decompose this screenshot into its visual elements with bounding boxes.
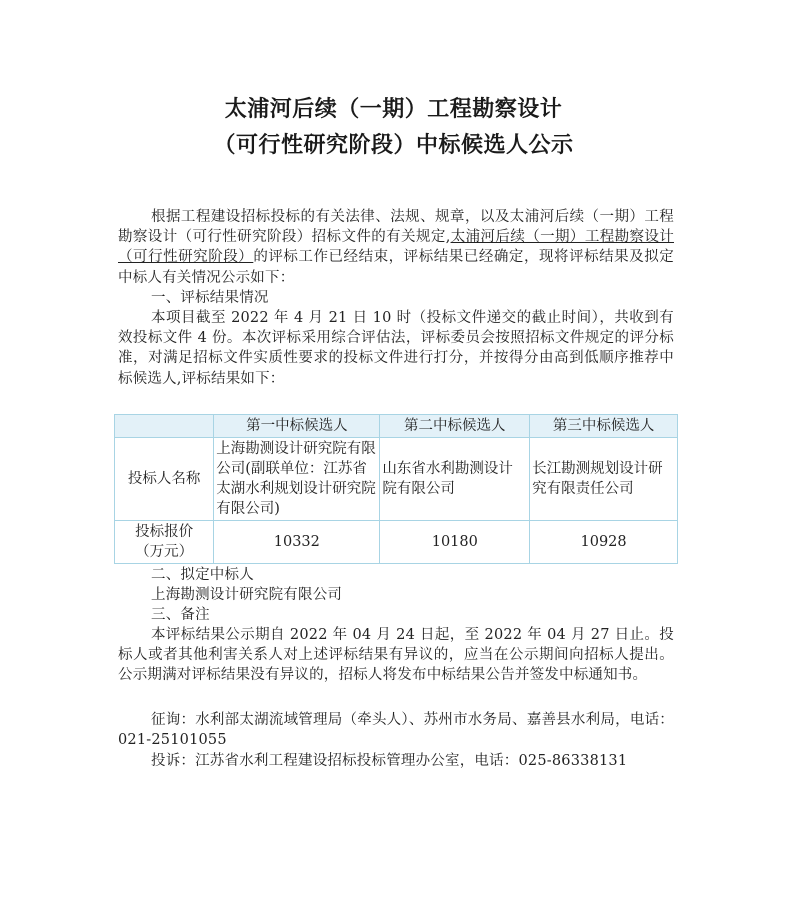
cell-bidder-3: 长江勘测规划设计研究有限责任公司 xyxy=(530,438,678,521)
row-label: 投标人名称 xyxy=(115,438,214,521)
inquiry-contact: 征询：水利部太湖流域管理局（牵头人）、苏州市水务局、嘉善县水利局，电话：021-25101055 xyxy=(118,712,674,749)
title-line-2: （可行性研究阶段）中标候选人公示 xyxy=(213,132,574,158)
project-name-underlined: 太浦河后续（一期）工程勘察设计（可行性研究阶段） xyxy=(118,229,674,266)
cell-bidder-1: 上海勘测设计研究院有限公司(副联单位：江苏省太湖水利规划设计研究院有限公司) xyxy=(214,438,380,521)
header-candidate-3: 第三中标候选人 xyxy=(530,415,678,438)
section-2-body: 上海勘测设计研究院有限公司 xyxy=(151,587,343,603)
cell-price-2: 10180 xyxy=(380,521,530,564)
intro-text-1: 根据工程建设招标投标的有关法律、法规、规章，以及太浦河后续（一期）工程勘察设计（可行性研究阶段）招标文件的有关规定, xyxy=(118,209,674,246)
row-label: 投标报价（万元） xyxy=(115,521,214,564)
intro-paragraph xyxy=(118,207,674,288)
section-3-body: 本评标结果公示期自 2022 年 04 月 24 日起，至 2022 年 04 月 27 日止。投标人或者其他利害关系人对上述评标结果有异议的，应当在公示期间向招标人提出。公示期满对评标结果没有异议的，招标人将发布中标结果公告并签发中标通知书。 xyxy=(118,627,674,684)
header-candidate-2: 第二中标候选人 xyxy=(380,415,530,438)
section-2-heading: 二、拟定中标人 xyxy=(151,567,254,583)
results-table xyxy=(114,414,678,564)
section-1-heading: 一、评标结果情况 xyxy=(151,290,269,306)
table-row-bid-price xyxy=(115,521,678,564)
header-candidate-1: 第一中标候选人 xyxy=(214,415,380,438)
cell-bidder-2: 山东省水利勘测设计院有限公司 xyxy=(380,438,530,521)
intro-text-2: 的评标工作已经结束，评标结果已经确定，现将评标结果及拟定中标人有关情况公示如下： xyxy=(118,249,674,286)
table-header-row xyxy=(115,415,678,438)
cell-price-1: 10332 xyxy=(214,521,380,564)
complaint-contact: 投诉：江苏省水利工程建设招标投标管理办公室，电话：025-86338131 xyxy=(151,753,628,769)
header-empty xyxy=(115,415,214,438)
table-row-bidder-name xyxy=(115,438,678,521)
title-line-1: 太浦河后续（一期）工程勘察设计 xyxy=(224,96,563,122)
cell-price-3: 10928 xyxy=(530,521,678,564)
section-3-heading: 三、备注 xyxy=(151,607,210,623)
section-1-body: 本项目截至 2022 年 4 月 21 日 10 时（投标文件递交的截止时间），共收到有效投标文件 4 份。本次评标采用综合评估法，评标委员会按照招标文件规定的评分标准，对满足招标文件实质性要求的投标文件进行打分，并按得分由高到低顺序推荐中标候选人,评标结果如下： xyxy=(118,310,674,387)
